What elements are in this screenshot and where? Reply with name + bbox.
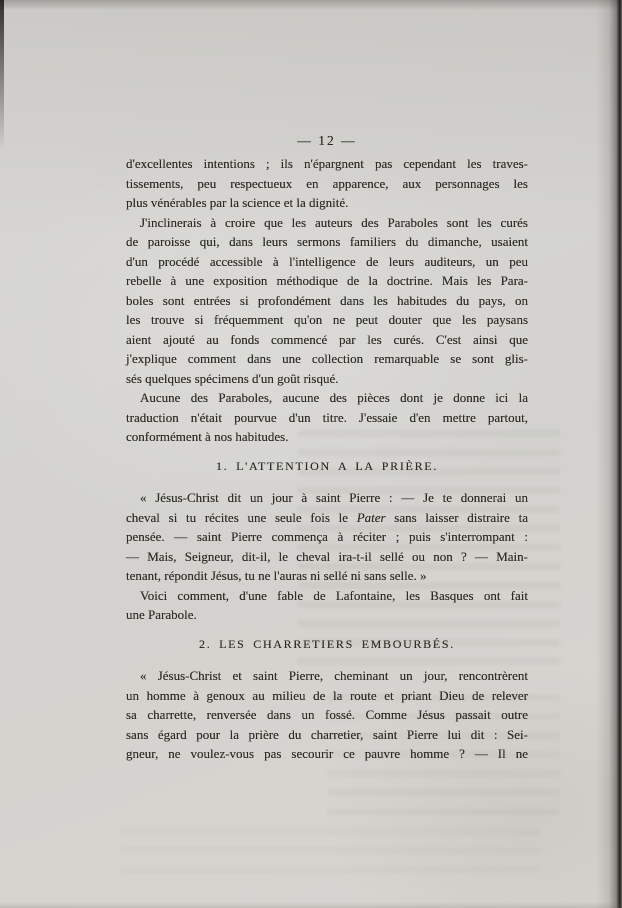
text-segment: de paroisse qui, dans leurs sermons familiers du dimanche, usaient <box>126 234 528 249</box>
text-segment: boles sont entrées si profondément dans les habitudes du pays, on <box>126 292 528 308</box>
scan-shadow-top <box>0 0 622 10</box>
text-line <box>126 488 528 508</box>
text-segment: — Mais, Seigneur, dit-il, le cheval ira-t-il sellé ou non ? — Main- <box>126 548 528 564</box>
text-line <box>126 252 528 272</box>
paragraph <box>126 586 528 625</box>
text-segment: les trouve si fréquemment qu'on ne peut douter que les paysans <box>126 312 528 327</box>
scan-shadow-bottom <box>0 902 622 908</box>
text-line <box>126 527 528 547</box>
text-segment: tissements, peu respectueux en apparence, aux personnages les <box>126 175 528 191</box>
text-segment: sa charrette, renversée dans un fossé. Comme Jésus passait outre <box>126 707 528 722</box>
text-segment: j'explique comment dans une collection remarquable se sont glis- <box>126 351 528 366</box>
text-line <box>126 566 528 586</box>
scan-shadow-right <box>596 0 622 908</box>
text-line <box>126 388 528 408</box>
text-segment: Aucune des Paraboles, aucune des pièces dont je donne ici la <box>140 390 528 405</box>
text-line <box>126 174 528 194</box>
page-showthrough <box>120 822 540 882</box>
quote-paragraph <box>126 488 528 586</box>
text-segment: d'un procédé accessible à l'intelligence de leurs auditeurs, un peu <box>126 253 528 269</box>
text-segment: traduction n'était pourvue d'un titre. J'essaie d'en mettre partout, <box>126 409 528 425</box>
page-number: — 12 — <box>297 133 357 148</box>
text-segment: tenant, répondit Jésus, tu ne l'auras ni sellé ni sans selle. » <box>126 568 427 583</box>
text-line <box>126 271 528 291</box>
text-segment: « Jésus-Christ dit un jour à saint Pierre : — Je te donnerai un <box>140 490 528 505</box>
text-line <box>126 605 528 625</box>
text-segment: aient ajouté au fonds commencé par les curés. C'est ainsi que <box>126 331 528 347</box>
text-segment: sans égard pour la prière du charretier, saint Pierre lui dit : Sei- <box>126 726 528 742</box>
text-segment: un homme à genoux au milieu de la route et priant Dieu de relever <box>126 687 528 703</box>
text-segment: pensée. — saint Pierre commença à réciter ; puis s'interrompant : <box>126 529 528 544</box>
text-line <box>126 330 528 350</box>
scan-shadow-left <box>0 0 4 150</box>
text-segment: conformément à nos habitudes. <box>126 429 289 444</box>
text-line <box>126 193 528 213</box>
text-line <box>126 349 528 369</box>
text-line <box>126 725 528 745</box>
paragraph <box>126 213 528 389</box>
text-line <box>126 369 528 389</box>
text-line <box>126 427 528 447</box>
text-line <box>126 213 528 233</box>
text-line <box>126 666 528 686</box>
text-segment: Pater <box>356 509 386 525</box>
quote-paragraph <box>126 666 528 764</box>
section-heading-1: 1. L'ATTENTION A LA PRIÈRE. <box>215 458 439 473</box>
text-line <box>126 586 528 606</box>
text-segment: J'inclinerais à croire que les auteurs des Paraboles sont les curés <box>140 214 528 230</box>
text-segment: plus vénérables par la science et la dignité. <box>126 195 349 210</box>
paragraph-continuation <box>126 154 528 213</box>
text-segment: gneur, ne voulez-vous pas secourir ce pauvre homme ? — Il ne <box>126 746 528 761</box>
text-line <box>126 291 528 311</box>
text-segment: « Jésus-Christ et saint Pierre, cheminant un jour, rencontrèrent <box>140 668 528 683</box>
text-line <box>126 508 528 528</box>
text-line <box>126 744 528 764</box>
text-line <box>126 686 528 706</box>
text-column <box>126 131 528 764</box>
text-segment: Voici comment, d'une fable de Lafontaine, les Basques ont fait <box>140 587 528 603</box>
text-line <box>126 154 528 174</box>
text-line <box>126 705 528 725</box>
text-line <box>126 408 528 428</box>
text-line <box>126 310 528 330</box>
text-segment: sans laisser distraire ta <box>385 509 528 525</box>
section-heading-2: 2. LES CHARRETIERS EMBOURBÉS. <box>199 636 455 651</box>
text-segment: sés quelques spécimens d'un goût risqué. <box>126 370 339 386</box>
text-segment: rebelle à une exposition méthodique de la doctrine. Mais les Para- <box>126 273 528 288</box>
text-segment: d'excellentes intentions ; ils n'épargnent pas cependant les traves- <box>126 156 528 171</box>
paragraph <box>126 388 528 447</box>
text-segment: cheval si tu récites une seule fois le <box>126 509 357 525</box>
text-line <box>126 547 528 567</box>
text-segment: une Parabole. <box>126 607 197 622</box>
text-line <box>126 232 528 252</box>
